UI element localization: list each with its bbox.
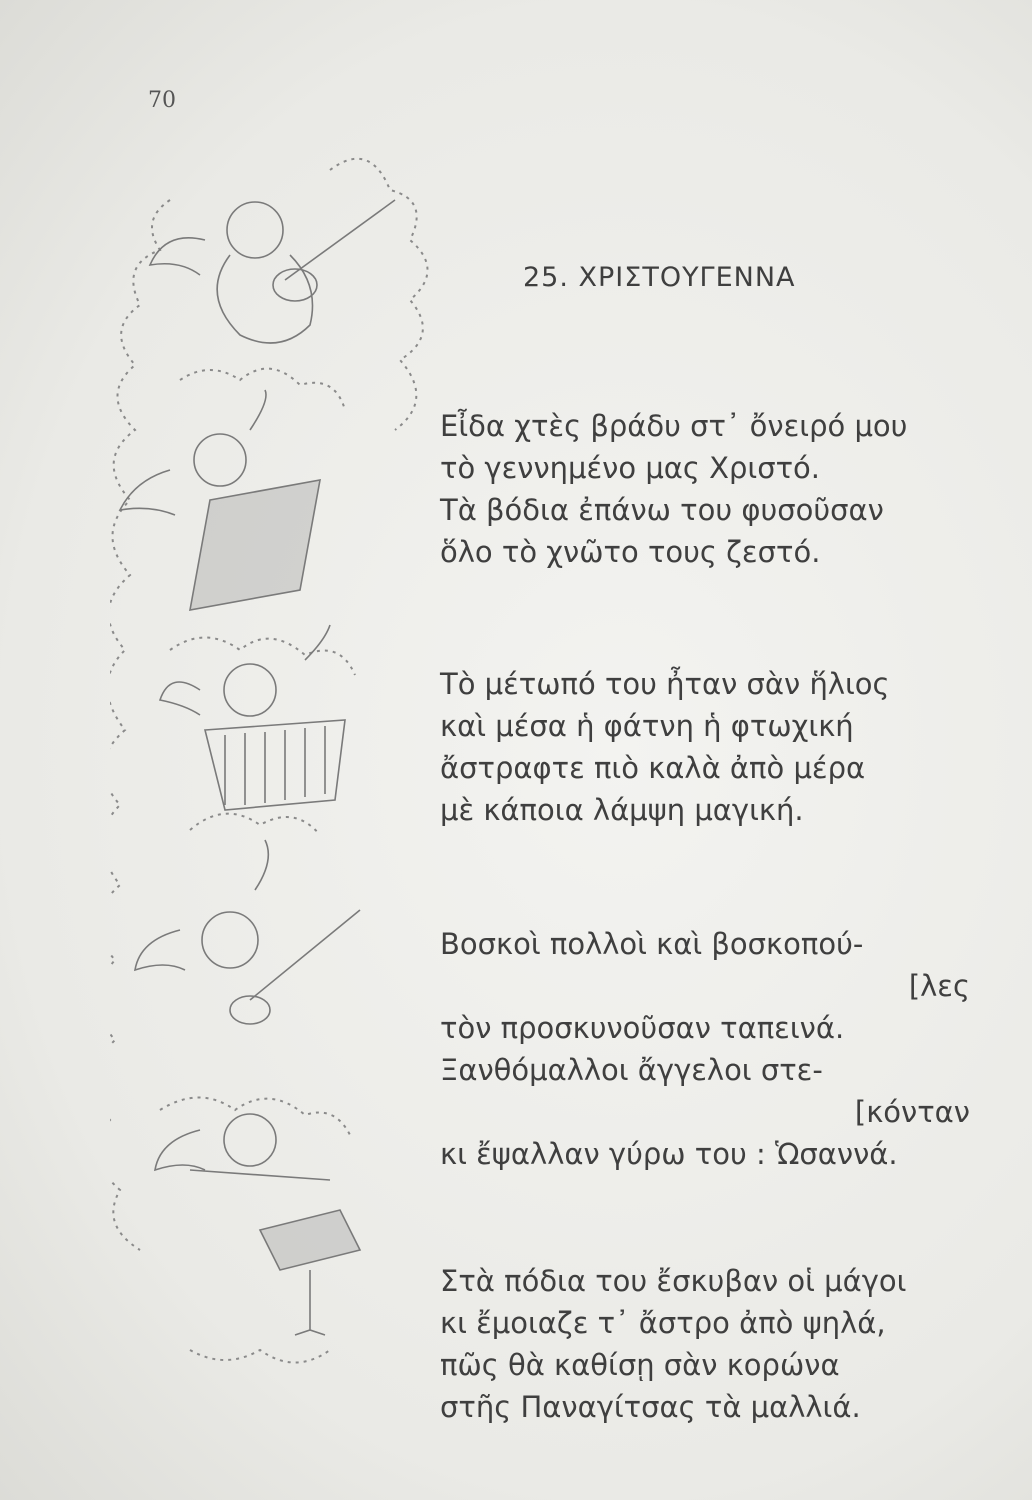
stanza-2 [440, 663, 980, 831]
poem-line: ἄστραφτε πιὸ καλὰ ἀπὸ μέρα [440, 751, 866, 785]
stanza-4 [440, 1260, 980, 1428]
angels-illustration [110, 130, 430, 1410]
stanza-3 [440, 923, 980, 1175]
page-number: 70 [148, 88, 176, 113]
poem-line: μὲ κάποια λάμψη μαγική. [440, 793, 804, 827]
poem-line: καὶ μέσα ἡ φάτνη ἡ φτωχική [440, 709, 854, 743]
poem-line: Στὰ πόδια του ἔσκυβαν οἱ μάγοι [440, 1264, 907, 1298]
poem-line: Εἶδα χτὲς βράδυ στ᾿ ὄνειρό μου [440, 409, 908, 443]
angel-basket-icon [160, 625, 345, 810]
poem-line: ὅλο τὸ χνῶτο τους ζεστό. [440, 535, 821, 569]
angel-music-stand-icon [155, 1114, 360, 1335]
angel-mandolin-icon [135, 840, 360, 1024]
poem-line: Βοσκοὶ πολλοὶ καὶ βοσκοπού- [440, 927, 864, 961]
poem-line: στῆς Παναγίτσας τὰ μαλλιά. [440, 1390, 861, 1424]
poem-line-continuation: [λες [908, 969, 970, 1003]
poem-title: 25. ΧΡΙΣΤΟΥΓΕΝΝΑ [523, 262, 796, 293]
poem-line: Τὰ βόδια ἐπάνω του φυσοῦσαν [440, 493, 884, 527]
poem-line: τὸ γεννημένο μας Χριστό. [440, 451, 821, 485]
angel-book-icon [120, 390, 320, 610]
poem-line-continuation: [κόνταν [854, 1095, 970, 1129]
angel-lute-icon [150, 200, 395, 343]
poem-line: τὸν προσκυνοῦσαν ταπεινά. [440, 1011, 845, 1045]
poem-line: κι ἔψαλλαν γύρω του : Ὡσαννά. [440, 1137, 898, 1171]
poem-line: Ξανθόμαλλοι ἄγγελοι στε- [440, 1053, 823, 1087]
poem-line: κι ἔμοιαζε τ᾿ ἄστρο ἀπὸ ψηλά, [440, 1306, 886, 1340]
stanza-1 [440, 405, 980, 573]
poem-line: πῶς θὰ καθίσῃ σὰν κορώνα [440, 1348, 840, 1382]
poem-line: Τὸ μέτωπό του ἦταν σὰν ἥλιος [440, 667, 890, 701]
